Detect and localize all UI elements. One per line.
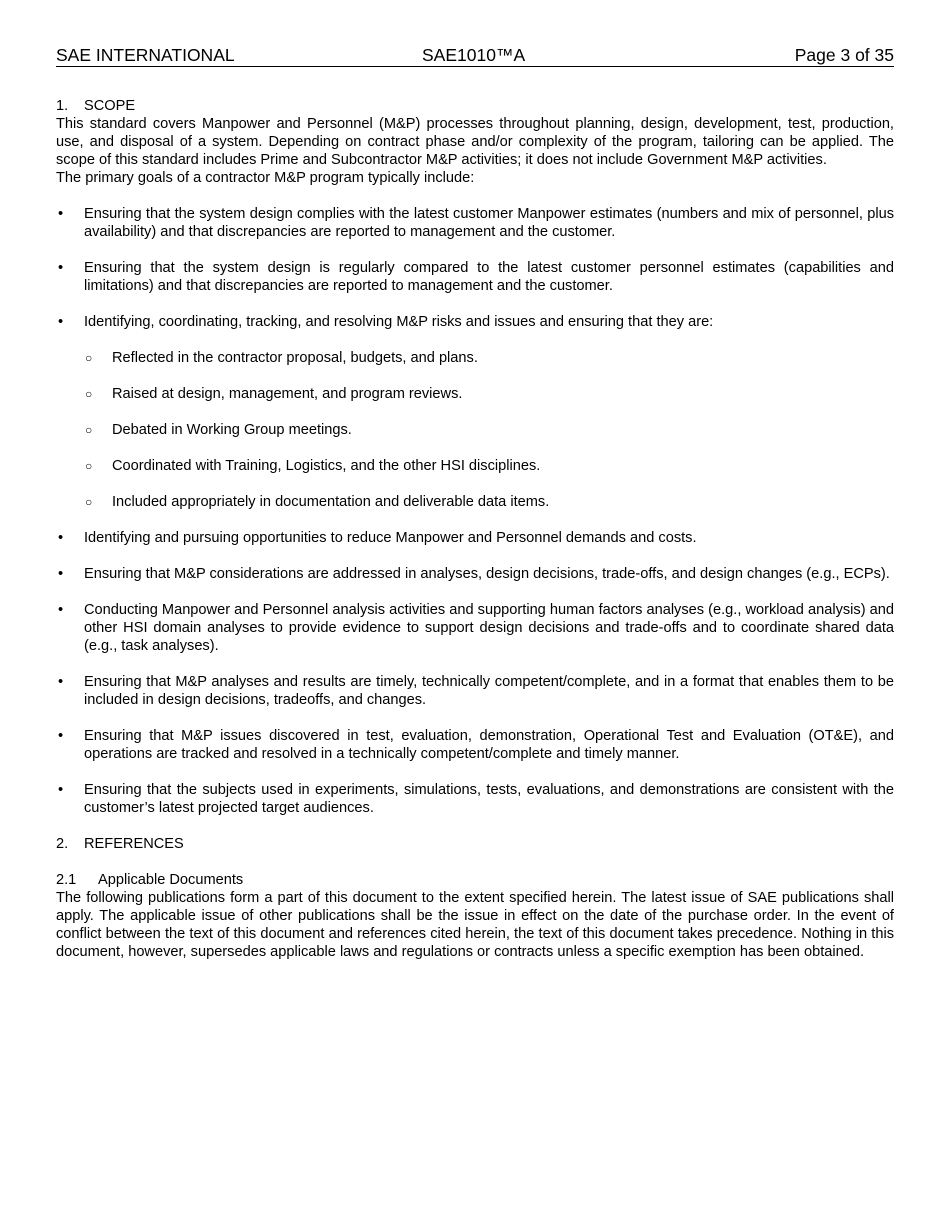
section-1-heading	[56, 97, 894, 115]
list-item: • Ensuring that M&P considerations are addressed in analyses, design decisions, trade-offs, and design changes (e.g., ECPs).	[58, 566, 890, 582]
header-doc-id: SAE1010™A	[422, 45, 526, 65]
list-item: • Ensuring that the system design complies with the latest customer Manpower estimates (numbers and mix of personnel, plus availability) and that discrepancies are reported to management and the customer.	[58, 206, 894, 240]
circle-bullet-icon: ○	[85, 459, 93, 473]
bullet-icon: •	[58, 728, 64, 744]
list-item: • Ensuring that the system design is regularly compared to the latest customer personnel estimates (capabilities and limitations) and that discrepancies are reported to management and the customer.	[58, 260, 894, 294]
section-title: SCOPE	[84, 98, 136, 114]
list-item: • Identifying and pursuing opportunities to reduce Manpower and Personnel demands and costs.	[58, 530, 697, 546]
scope-paragraph: This standard covers Manpower and Personnel (M&P) processes throughout planning, design, development, test, production, use, and disposal of a system. Depending on contract phase and/or complexity of the program, tailoring can be applied. The scope of this standard includes Prime and Subcontractor M&P activities; it does not include Government M&P activities.	[56, 116, 894, 168]
bullet-icon: •	[58, 530, 64, 546]
list-item: • Identifying, coordinating, tracking, and resolving M&P risks and issues and ensuring that they are:	[58, 314, 714, 330]
sub-bullet-list	[56, 349, 894, 511]
goals-list-a	[56, 205, 894, 331]
section-2-heading	[56, 835, 894, 853]
section-number: 1.	[56, 98, 69, 114]
bullet-icon: •	[58, 206, 64, 222]
subsection-title: Applicable Documents	[98, 872, 244, 888]
list-item: • Conducting Manpower and Personnel analysis activities and supporting human factors analyses (e.g., workload analysis) and other HSI domain analyses to provide evidence to support design decisions and trade-offs and to coordinate shared data (e.g., task analyses).	[58, 602, 894, 654]
sub-list-item: ○ Reflected in the contractor proposal, budgets, and plans.	[85, 350, 478, 366]
section-number: 2.	[56, 836, 69, 852]
list-item: • Ensuring that M&P issues discovered in test, evaluation, demonstration, Operational Test and Evaluation (OT&E), and operations are tracked and resolved in a technically competent/complete and timely manner.	[58, 728, 894, 762]
sub-list-item: ○ Included appropriately in documentation and deliverable data items.	[85, 494, 550, 510]
circle-bullet-icon: ○	[85, 423, 93, 437]
bullet-icon: •	[58, 782, 64, 798]
document-body	[56, 97, 894, 961]
circle-bullet-icon: ○	[85, 387, 93, 401]
circle-bullet-icon: ○	[85, 495, 93, 509]
header-page-number: Page 3 of 35	[794, 45, 894, 65]
list-item: • Ensuring that the subjects used in experiments, simulations, tests, evaluations, and demonstrations are consistent with the customer’s latest projected target audiences.	[58, 782, 894, 816]
header-org: SAE INTERNATIONAL	[56, 45, 235, 65]
bullet-icon: •	[58, 674, 64, 690]
section-title: REFERENCES	[84, 836, 184, 852]
subsection-number: 2.1	[56, 872, 77, 888]
bullet-icon: •	[58, 314, 64, 330]
applicable-documents-paragraph: The following publications form a part of this document to the extent specified herein. The latest issue of SAE publications shall apply. The applicable issue of other publications shall be the issue in effect on the date of the purchase order. In the event of conflict between the text of this document and references cited herein, the text of this document takes precedence. Nothing in this document, however, supersedes applicable laws and regulations or contracts unless a specific exemption has been obtained.	[56, 890, 894, 960]
subsection-2-1-heading	[56, 871, 894, 889]
bullet-icon: •	[58, 602, 64, 618]
page-header	[56, 44, 894, 67]
sub-list-item: ○ Raised at design, management, and program reviews.	[85, 386, 463, 402]
bullet-icon: •	[58, 260, 64, 276]
goals-lead-paragraph: The primary goals of a contractor M&P program typically include:	[56, 170, 475, 186]
list-item: • Ensuring that M&P analyses and results are timely, technically competent/complete, and in a format that enables them to be included in design decisions, tradeoffs, and changes.	[58, 674, 894, 708]
circle-bullet-icon: ○	[85, 351, 93, 365]
sub-list-item: ○ Debated in Working Group meetings.	[85, 422, 352, 438]
bullet-icon: •	[58, 566, 64, 582]
goals-list-b	[56, 529, 894, 817]
sub-list-item: ○ Coordinated with Training, Logistics, and the other HSI disciplines.	[85, 458, 541, 474]
